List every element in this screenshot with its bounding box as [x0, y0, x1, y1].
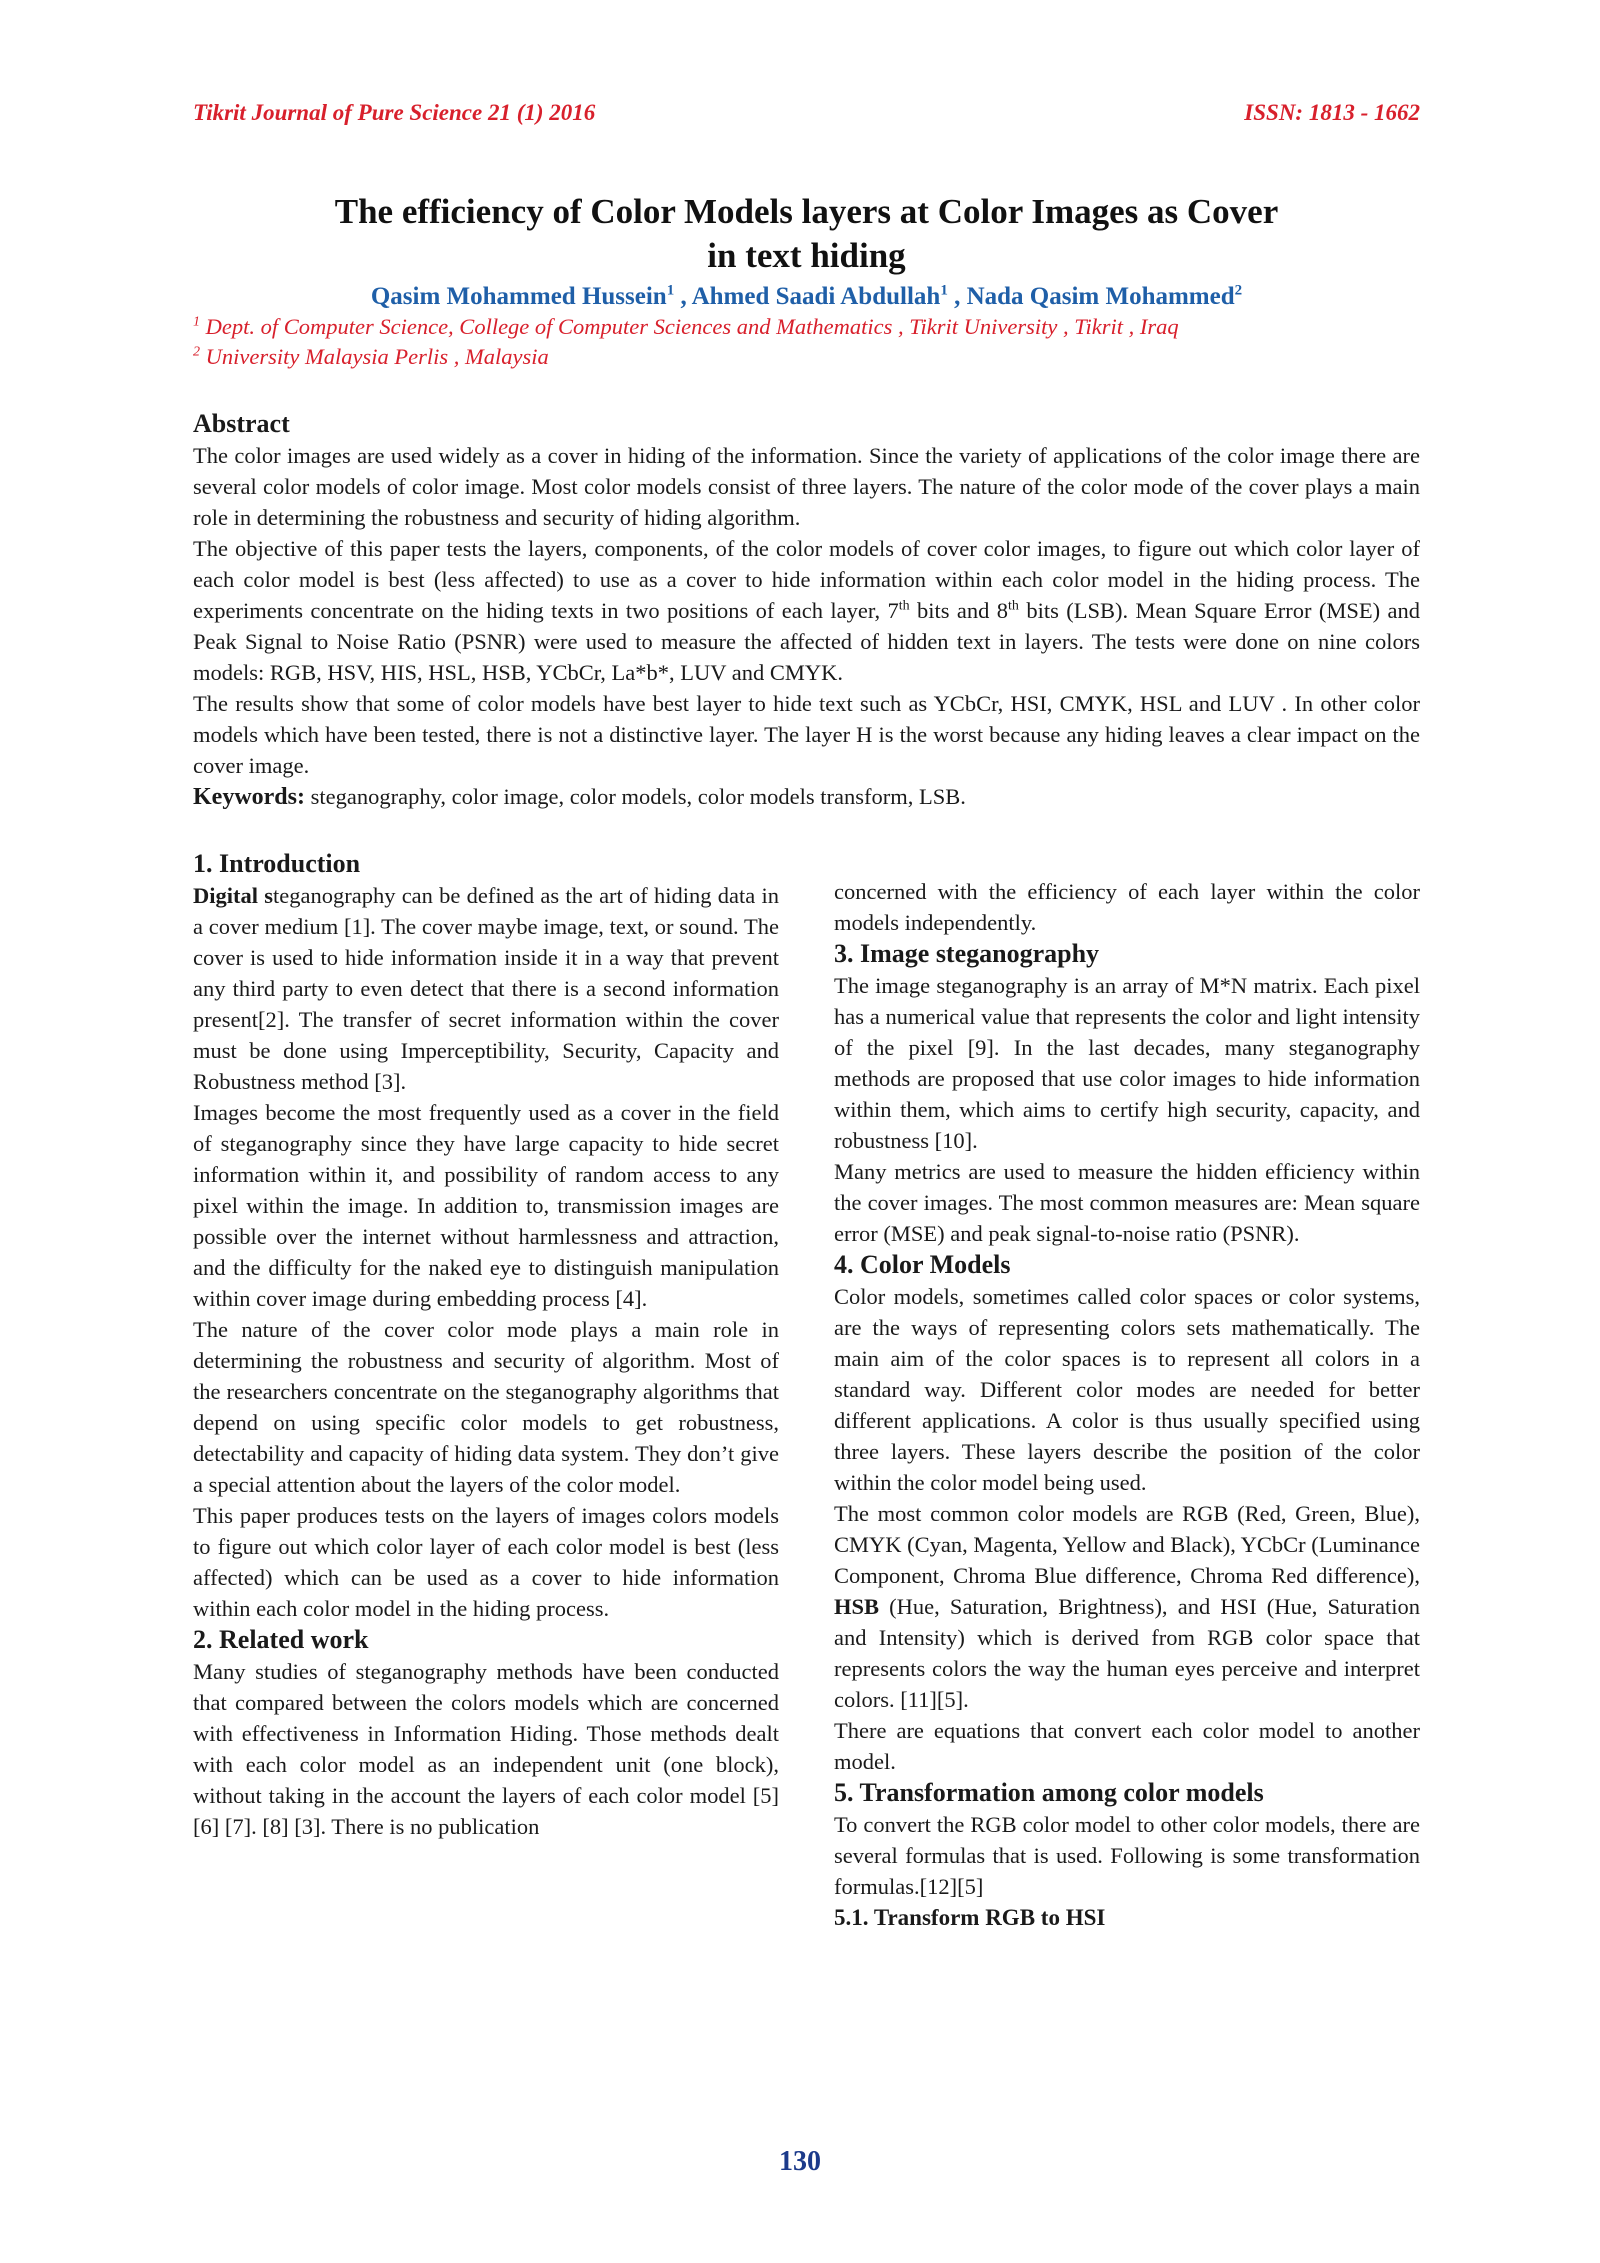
transform-paragraph-1: To convert the RGB color model to other color models, there are several formulas that is used. Following is some transformation formulas.[12][5]: [834, 1812, 1420, 1899]
abstract-heading: Abstract: [193, 409, 290, 438]
page-number: 130: [779, 2146, 821, 2177]
abstract-p2-part-a: The objective of this paper tests the layers, components, of the color models of cover color images, to figure out which color layer of each color model is best (less affected) to use as a cover to hide information within each color model in the hiding process. The experiments concentrate on the hiding texts in two positions of each layer, 7: [193, 536, 1420, 623]
section-2-heading: 2. Related work: [193, 1625, 369, 1654]
affiliations: [193, 312, 1420, 372]
color-paragraph-2: [834, 1498, 1420, 1715]
running-header: [193, 100, 1420, 132]
color-paragraph-3: There are equations that convert each color model to another model.: [834, 1718, 1420, 1774]
affiliation-2-text: University Malaysia Perlis , Malaysia: [200, 344, 549, 369]
affiliation-2: [193, 342, 1420, 372]
intro-paragraph-4: This paper produces tests on the layers of images colors models to figure out which color layer of each color model is best (less affected) which can be used as a cover to hide information within each color model in the hiding process.: [193, 1503, 779, 1621]
color-p2-part-b: (Hue, Saturation, Brightness), and HSI (Hue, Saturation and Intensity) which is derived from RGB color space that represents colors the way the human eyes perceive and interpret colors. [11][5].: [834, 1594, 1420, 1712]
intro-paragraph-1: [193, 880, 779, 1097]
keywords: [193, 781, 1420, 813]
intro-p1-text: teganography can be defined as the art of hiding data in a cover medium [1]. The cover maybe image, text, or sound. The cover is used to hide information inside it in a way that prevent any third party to even detect that there is a second information present[2]. The transfer of secret information within the cover must be done using Imperceptibility, Security, Capacity and Robustness method [3].: [193, 883, 779, 1094]
issn: ISSN: 1813 - 1662: [1244, 100, 1420, 125]
abstract-p2-part-b: bits and 8: [909, 598, 1009, 623]
intro-paragraph-3: The nature of the cover color mode plays a main role in determining the robustness and security of algorithm. Most of the researchers concentrate on the steganography algorithms that depend on using specific color models to get robustness, detectability and capacity of hiding data system. They don’t give a special attention about the layers of the color model.: [193, 1317, 779, 1497]
abstract-p2-sup-1: th: [898, 598, 910, 614]
related-continued: concerned with the efficiency of each layer within the color models independently.: [834, 879, 1420, 935]
intro-lead: Digital s: [193, 883, 273, 908]
section-5-heading: 5. Transformation among color models: [834, 1778, 1264, 1807]
title-line-1: The efficiency of Color Models layers at Color Images as Cover: [334, 192, 1279, 231]
abstract-p2-sup-2: th: [1008, 598, 1019, 614]
intro-paragraph-2: Images become the most frequently used as a cover in the field of steganography since they have large capacity to hide secret information within it, and possibility of random access to any pixel within the image. In addition to, transmission images are possible over the internet without harmlessness and attraction, and the difficulty for the naked eye to distinguish manipulation within cover image during embedding process [4].: [193, 1100, 779, 1311]
section-4-heading: 4. Color Models: [834, 1250, 1011, 1279]
author-list: [193, 280, 1420, 314]
author-1-affil: 1: [666, 282, 675, 299]
section-3-heading: 3. Image steganography: [834, 939, 1100, 968]
title-block: [193, 190, 1420, 314]
color-p2-part-a: The most common color models are RGB (Red, Green, Blue), CMYK (Cyan, Magenta, Yellow and Black), YCbCr (Luminance Component, Chroma Blue difference, Chroma Red difference),: [834, 1501, 1420, 1588]
related-paragraph-1: Many studies of steganography methods have been conducted that compared between the colors models which are concerned with effectiveness in Information Hiding. Those methods dealt with each color model as an independent unit (one block), without taking in the account the layers of each color model [5] [6] [7]. [8] [3]. There is no publication: [193, 1659, 779, 1839]
color-paragraph-1: Color models, sometimes called color spaces or color systems, are the ways of representing colors sets mathematically. The main aim of the color spaces is to represent all colors in a standard way. Different color modes are needed for better different applications. A color is thus usually specified using three layers. These layers describe the position of the color within the color model being used.: [834, 1284, 1420, 1495]
affiliation-2-mark: 2: [193, 344, 200, 360]
author-2: Ahmed Saadi Abdullah: [691, 283, 941, 310]
left-column: [193, 848, 779, 1842]
image-paragraph-1: The image steganography is an array of M*N matrix. Each pixel has a numerical value that represents the color and light intensity of the pixel [9]. In the last decades, many steganography methods are proposed that use color images to hide information within them, which aims to certify high security, capacity, and robustness [10].: [834, 973, 1420, 1153]
abstract: [193, 408, 1420, 813]
subsection-5-1-heading: 5.1. Transform RGB to HSI: [834, 1905, 1106, 1930]
abstract-paragraph-1: The color images are used widely as a cover in hiding of the information. Since the variety of applications of the color image there are several color models of color image. Most color models consist of three layers. The nature of the color mode of the cover plays a main role in determining the robustness and security of hiding algorithm.: [193, 443, 1420, 530]
author-separator: ,: [947, 283, 967, 310]
section-1-heading: 1. Introduction: [193, 849, 361, 878]
abstract-paragraph-3: The results show that some of color models have best layer to hide text such as YCbCr, HSI, CMYK, HSL and LUV . In other color models which have been tested, there is not a distinctive layer. The layer H is the worst because any hiding leaves a clear impact on the cover image.: [193, 691, 1420, 778]
journal-name: Tikrit Journal of Pure Science 21 (1) 2016: [193, 100, 596, 125]
keywords-label: Keywords:: [193, 784, 305, 810]
paper-title: [193, 190, 1420, 278]
right-column: [834, 876, 1420, 1933]
author-3: Nada Qasim Mohammed: [966, 283, 1235, 310]
author-separator: ,: [674, 283, 692, 310]
image-paragraph-2: Many metrics are used to measure the hidden efficiency within the cover images. The most common measures are: Mean square error (MSE) and peak signal-to-noise ratio (PSNR).: [834, 1159, 1420, 1246]
affiliation-1-text: Dept. of Computer Science, College of Computer Sciences and Mathematics , Tikrit University , Tikrit , Iraq: [200, 314, 1179, 339]
author-1: Qasim Mohammed Hussein: [370, 283, 667, 310]
author-3-affil: 2: [1234, 282, 1243, 299]
author-2-affil: 1: [940, 282, 948, 299]
abstract-paragraph-2: [193, 533, 1420, 688]
body-columns: [193, 848, 1420, 2088]
color-p2-bold: HSB: [834, 1594, 880, 1619]
abstract-p2-part-c: bits (LSB). Mean Square Error (MSE) and Peak Signal to Noise Ratio (PSNR) were used to measure the affected of hidden text in layers. The tests were done on nine colors models: RGB, HSV, HIS, HSL, HSB, YCbCr, La*b*, LUV and CMYK.: [193, 598, 1420, 685]
keywords-text: steganography, color image, color models, color models transform, LSB.: [304, 784, 966, 809]
title-line-2: in text hiding: [707, 236, 906, 275]
affiliation-1-mark: 1: [193, 314, 200, 330]
affiliation-1: [193, 312, 1420, 342]
